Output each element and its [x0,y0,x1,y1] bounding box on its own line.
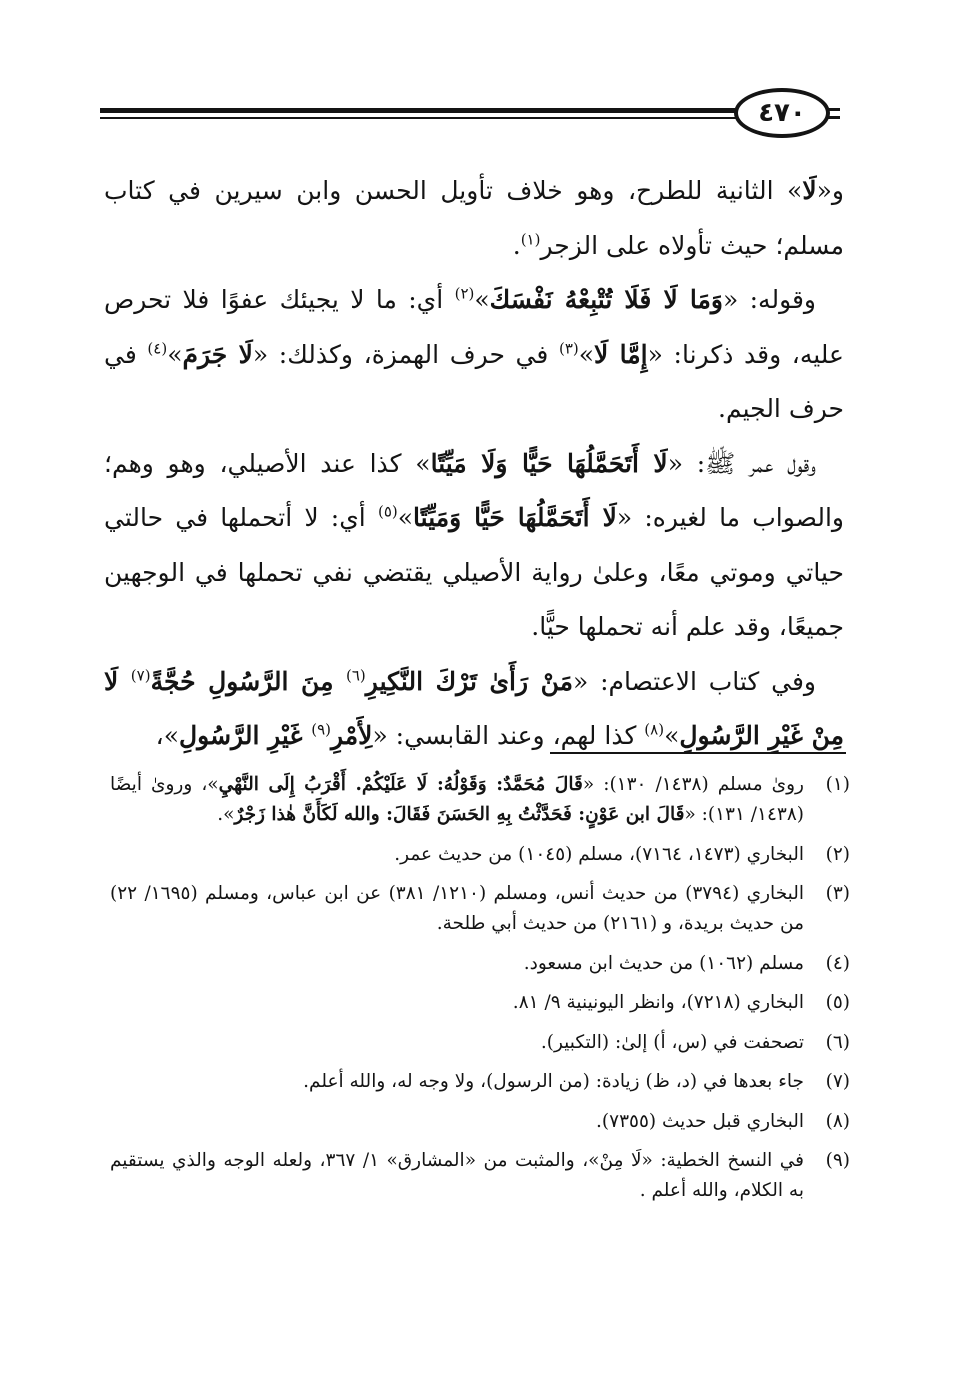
footnote-number: (٩) [825,1150,850,1171]
main-text [104,164,844,764]
text-run: » كذا عند الأصيلي، وهو وهم؛ والصواب ما لغيره: « [104,448,844,532]
footnote-7 [110,1067,850,1097]
footnote-text [110,770,804,830]
paragraph-3 [104,437,844,655]
footnote-ref: (٢) [454,284,475,303]
page-header [100,86,840,146]
footnote-number: (٦) [825,1031,850,1053]
footnote-8 [110,1107,850,1137]
footnote-number: (٢) [825,843,850,865]
footnote-text: في النسخ الخطية: «لَا مِنْ»، والمثبت من «المشارق» ١/ ٣٦٧، ولعله الوجه والذي يستقيم به الكلام، والله أعلم . [110,1150,804,1201]
quoted-phrase: غَيْرِ الرَّسُولِ [179,721,312,750]
text-run: . [512,230,521,260]
footnote-2 [110,840,850,870]
paragraph-1 [104,164,844,273]
text-run: »، [155,721,179,750]
footnote-number: (٧) [825,1071,850,1092]
footnote-text: البخاري (١٤٧٣، ٧١٦٤)، مسلم (١٠٤٥) من حديث عمر. [394,843,804,865]
text-run: ». [217,804,235,825]
text-run: »، وروىٰ أيضًا (١٤٣٨/ ١٣١): « [110,774,804,825]
footnote-number: (٨) [825,1110,850,1132]
footnote-ref: (٧) [130,666,151,685]
footnote-number: (١) [825,774,850,795]
footnote-text: البخاري قبل حديث (٧٣٥٥). [596,1110,804,1132]
footnote-text: البخاري (٣٧٩٤) من حديث أنس، ومسلم (١٢١٠/ ٣٨١) عن ابن عباس، ومسلم (١٦٩٥/ ٢٢) من حديث بريدة، و (٢١٦١) من حديث أبي طلحة. [110,883,804,934]
quoted-word: لَا [802,176,817,205]
footnote-ref: (٩) [311,720,331,739]
paragraph-4 [104,655,844,764]
text-run: و« [816,176,844,205]
quoted-phrase: لَا أَتَحَمَّلُهَا حَيًّا وَلَا مَيِّتًا [430,448,668,478]
page-number: ٤٧٠ [758,98,806,128]
quoted-phrase: مِنَ الرَّسُولِ حُجَّةً [150,666,346,696]
quoted-hadith: قَالَ مُحَمَّدٌ: وَقَوْلُهُ: لَا عَلَيْكُمْ. أَقْرَبُ إِلَى النَّهْيِ [218,774,583,795]
footnote-number: (٥) [825,992,850,1013]
footnote-text: البخاري (٧٢١٨)، وانظر اليونينية ٩/ ٨١. [512,992,804,1013]
footnote-ref: (٦) [346,666,366,685]
text-run: أي: لا أتحملها في حالتي حياتي وموتي معًا، وعلىٰ رواية الأصيلي يقتضي نفي تحملها في الوجهين جميعًا، وقد علم أنه تحملها حيًّا. [104,503,844,641]
text-run: » [397,503,414,532]
footnotes [110,770,850,1216]
footnote-separator [550,752,846,754]
footnote-text: جاء بعدها في (د، ظ) زيادة: (من الرسول)، ولا وجه له، والله أعلم. [303,1071,804,1092]
quoted-phrase: مَنْ رَأَىٰ تَرْكَ النَّكِيرِ [365,666,574,696]
page-number-badge [734,88,830,138]
footnote-ref: (٣) [558,339,579,358]
footnote-ref: (٤) [147,339,168,358]
quoted-phrase: لَا مِنْ غَيْرِ الرَّسُولِ [104,666,844,750]
text-run: » [578,339,595,369]
quoted-phrase: لَا أَتَحَمَّلُهَا حَيًّا وَمَيِّتًا [413,503,617,532]
footnote-6 [110,1028,850,1058]
text-run: » [664,721,680,750]
text-run: في حرف الهمزة، وكذلك: « [252,339,559,369]
footnote-9 [110,1146,850,1206]
footnote-ref: (٥) [377,502,398,521]
text-run: وفي كتاب الاعتصام: « [573,666,816,696]
quoted-phrase: لِأَمْرِ [330,721,373,750]
quoted-phrase: وَمَا لَا فَلَا تُتْبِعْهُ نَفْسَكَ [489,285,723,314]
footnote-4 [110,949,850,979]
quoted-hadith: قَالَ ابن عَوْنٍ: فَحَدَّثْتُ بِهِ الحَسَنَ فَقَالَ: والله لَكَأَنَّ هٰذا زَجْرٌ [234,804,685,825]
text-run: » [474,285,490,314]
quoted-phrase: إِمَّا لَا [594,339,648,369]
text-run: » الثانية للطرح، وهو خلاف تأويل الحسن وابن سيرين في كتاب مسلم؛ حيث تأولاه على الزجر [104,176,844,260]
text-run: روىٰ مسلم (١٤٣٨/ ١٣٠): « [582,774,804,795]
text-run: » [167,339,183,369]
footnote-ref: (٨) [644,720,665,739]
text-run: أي: ما لا يجيئك عفوًا فلا تحرص عليه، وقد ذكرنا: « [104,285,844,369]
footnote-3 [110,879,850,939]
paragraph-2 [104,273,844,437]
text-run: كذا لهم، وعند القابسي: « [372,721,645,750]
quoted-phrase: لَا جَرَمَ [182,339,253,369]
header-rule-thin [100,117,740,119]
badge-ornament [828,116,840,119]
footnote-number: (٤) [825,952,850,974]
footnote-1 [110,770,850,830]
text-run: وقوله: « [722,285,817,314]
footnote-number: (٣) [825,883,850,904]
footnote-ref: (١) [520,230,541,249]
footnote-text: تصحفت في (س، أ) إلىٰ: (التكبير). [540,1031,804,1053]
footnote-text: مسلم (١٠٦٢) من حديث ابن مسعود. [523,952,804,974]
text-run: في حرف الجيم. [104,339,844,423]
text-run: وقول عمر ﷺ: « [667,448,816,478]
header-rule-thick [100,108,740,113]
footnote-5 [110,988,850,1018]
